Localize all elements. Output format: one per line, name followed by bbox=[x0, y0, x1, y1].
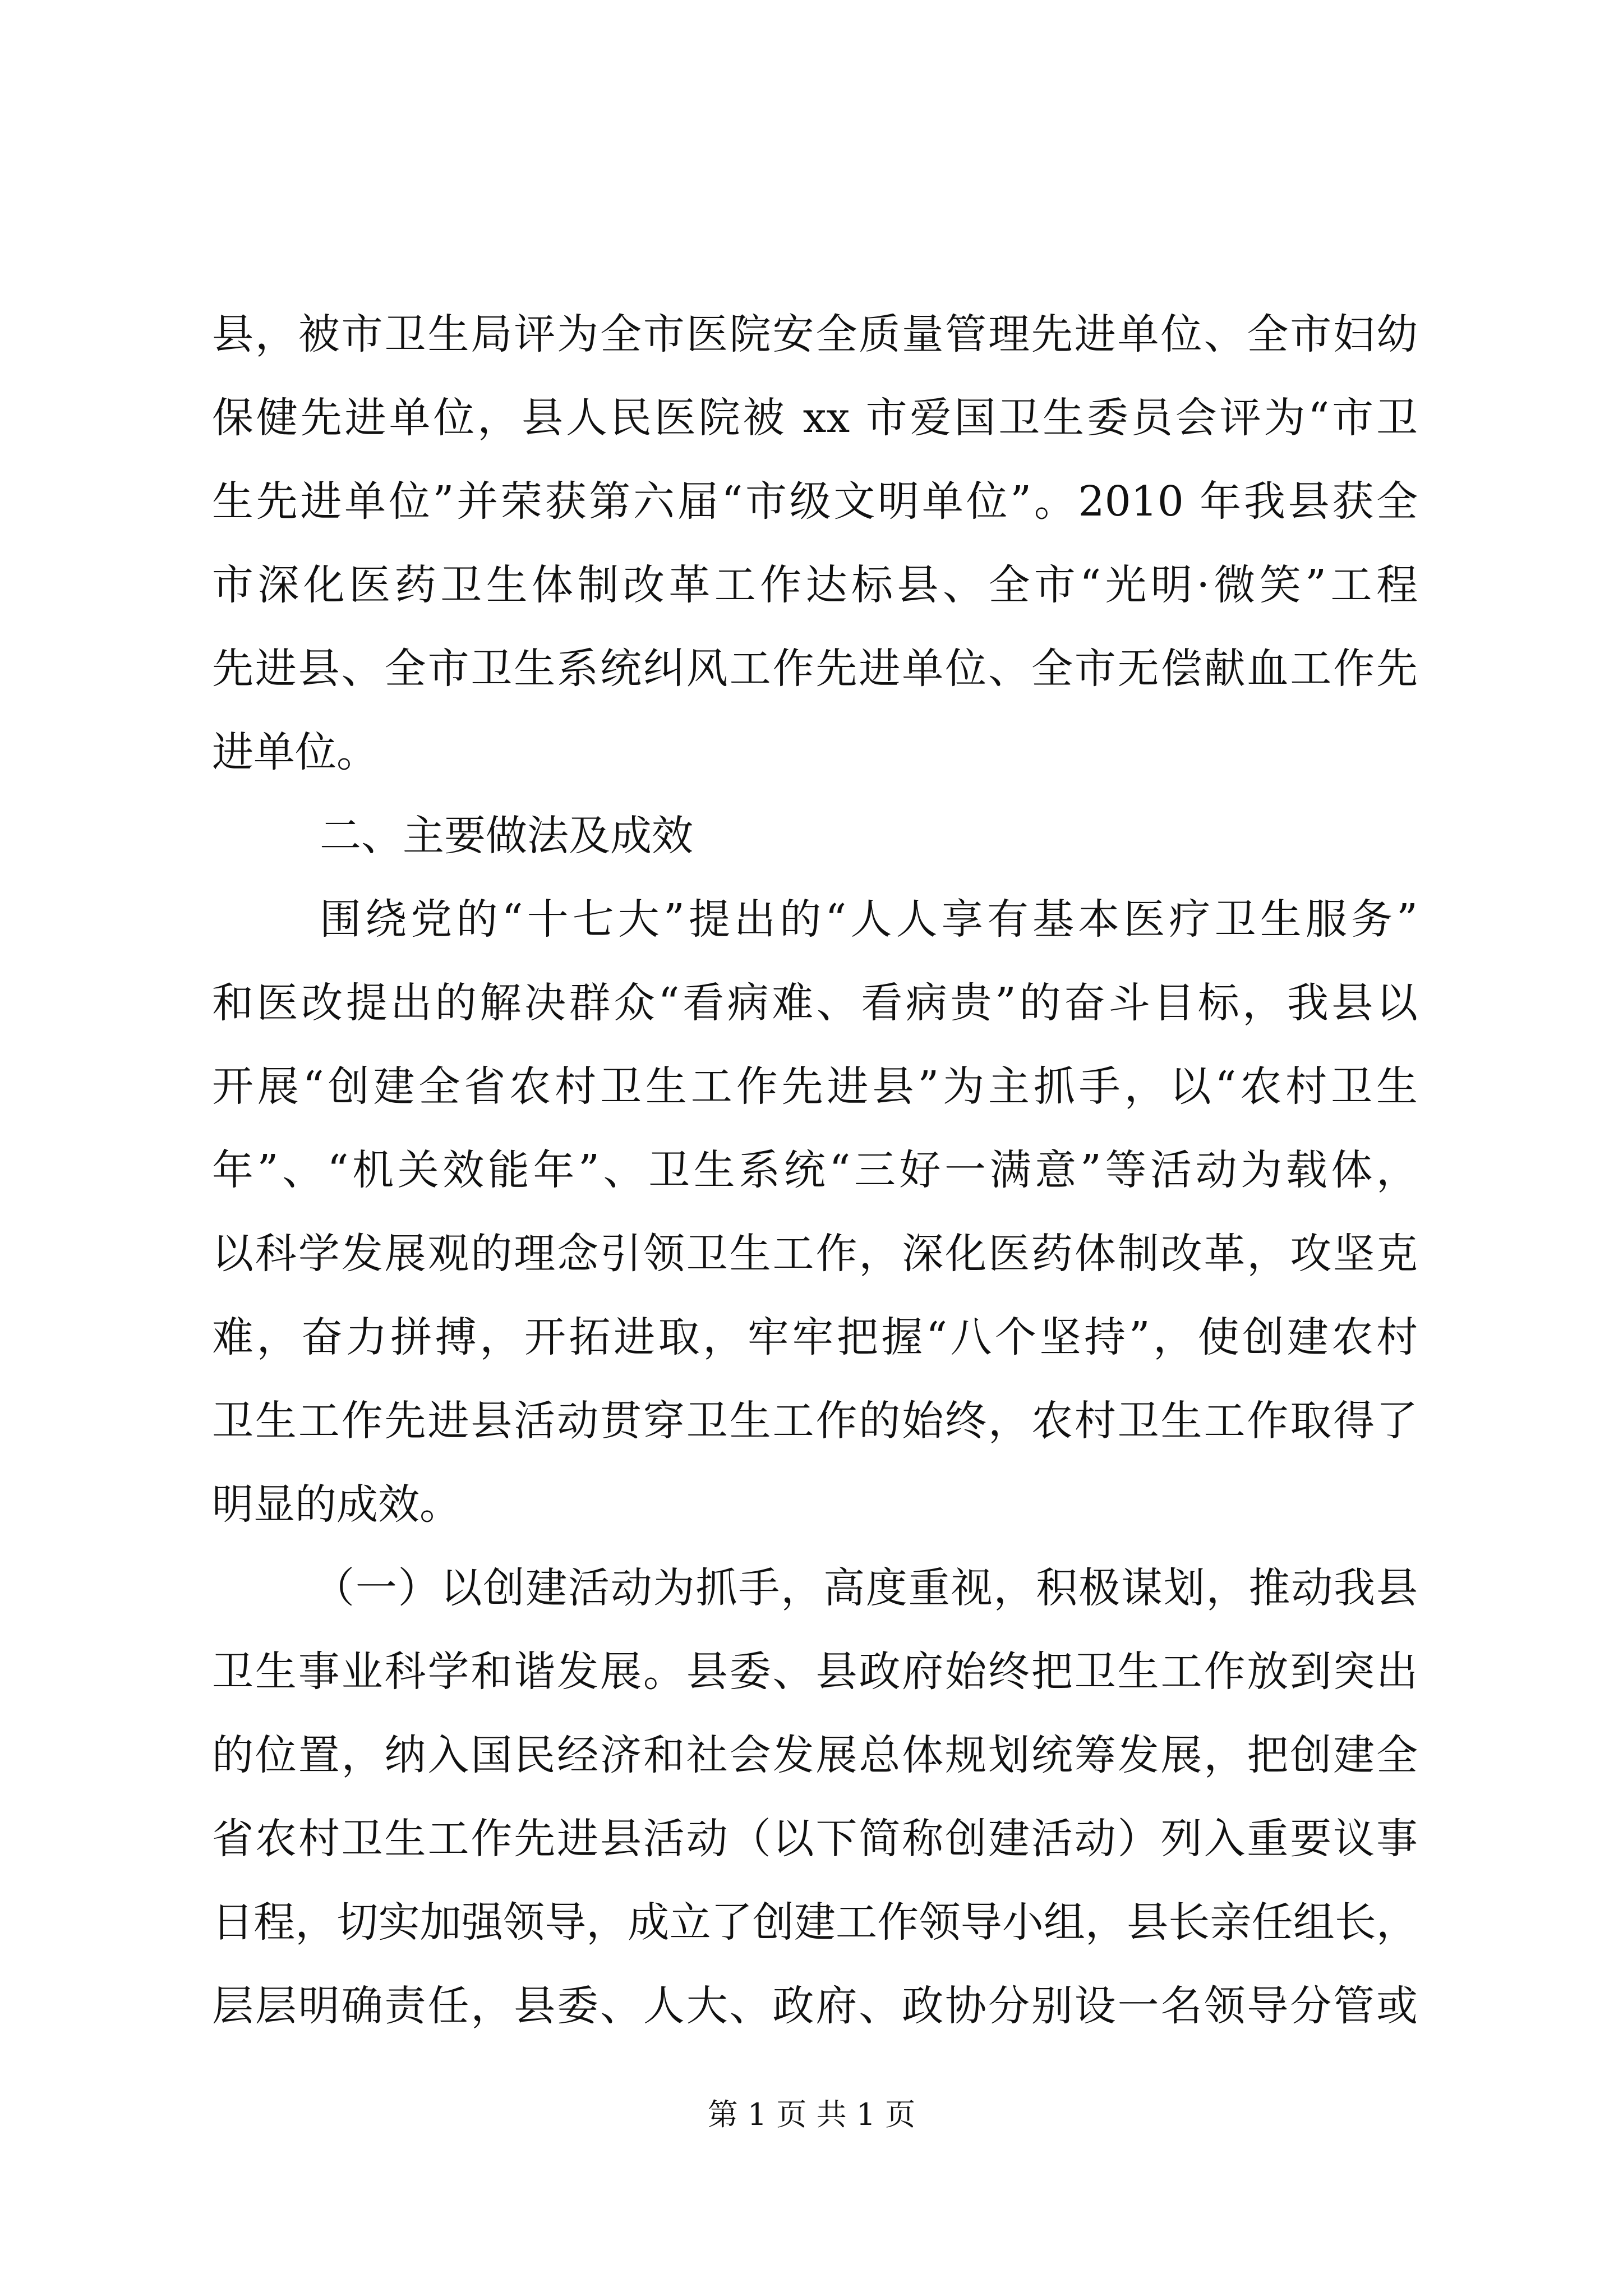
text-line: 进单位。 bbox=[212, 728, 378, 776]
text-line: 省农村卫生工作先进县活动（以下简称创建活动）列入重要议事 bbox=[212, 1815, 1418, 1863]
paragraph-first-line: 围绕党的“十七大”提出的“人人享有基本医疗卫生服务” bbox=[320, 895, 1418, 944]
text-line: 日程，切实加强领导，成立了创建工作领导小组，县长亲任组长， bbox=[212, 1898, 1418, 1947]
text-line: 保健先进单位，县人民医院被 xx 市爱国卫生委员会评为“市卫 bbox=[212, 394, 1418, 442]
text-line: 年”、“机关效能年”、卫生系统“三好一满意”等活动为载体， bbox=[212, 1146, 1418, 1194]
page-number: 第 1 页 共 1 页 bbox=[707, 2097, 916, 2132]
text-line: 生先进单位”并荣获第六届“市级文明单位”。2010 年我县获全 bbox=[212, 477, 1418, 526]
document-body bbox=[212, 293, 1418, 2048]
text-line: 难，奋力拼搏，开拓进取，牢牢把握“八个坚持”，使创建农村 bbox=[212, 1313, 1418, 1361]
text-line: 层层明确责任，县委、人大、政府、政协分别设一名领导分管或 bbox=[212, 1982, 1418, 2030]
text-line: 明显的成效。 bbox=[212, 1480, 461, 1529]
page-footer bbox=[0, 2095, 1623, 2134]
text-line: 县，被市卫生局评为全市医院安全质量管理先进单位、全市妇幼 bbox=[212, 310, 1418, 358]
section-heading: 二、主要做法及成效 bbox=[320, 812, 693, 860]
text-line: 卫生工作先进县活动贯穿卫生工作的始终，农村卫生工作取得了 bbox=[212, 1397, 1418, 1445]
text-line: 和医改提出的解决群众“看病难、看病贵”的奋斗目标，我县以 bbox=[212, 979, 1418, 1027]
text-line: 市深化医药卫生体制改革工作达标县、全市“光明·微笑”工程 bbox=[212, 561, 1418, 609]
text-line: 的位置，纳入国民经济和社会发展总体规划统筹发展，把创建全 bbox=[212, 1731, 1418, 1779]
text-line: 以科学发展观的理念引领卫生工作，深化医药体制改革，攻坚克 bbox=[212, 1230, 1418, 1278]
text-line: 卫生事业科学和谐发展。县委、县政府始终把卫生工作放到突出 bbox=[212, 1648, 1418, 1696]
subsection-first-line: （一）以创建活动为抓手，高度重视，积极谋划，推动我县 bbox=[313, 1564, 1418, 1612]
text-line: 先进县、全市卫生系统纠风工作先进单位、全市无偿献血工作先 bbox=[212, 645, 1418, 693]
text-line: 开展“创建全省农村卫生工作先进县”为主抓手，以“农村卫生 bbox=[212, 1062, 1418, 1111]
